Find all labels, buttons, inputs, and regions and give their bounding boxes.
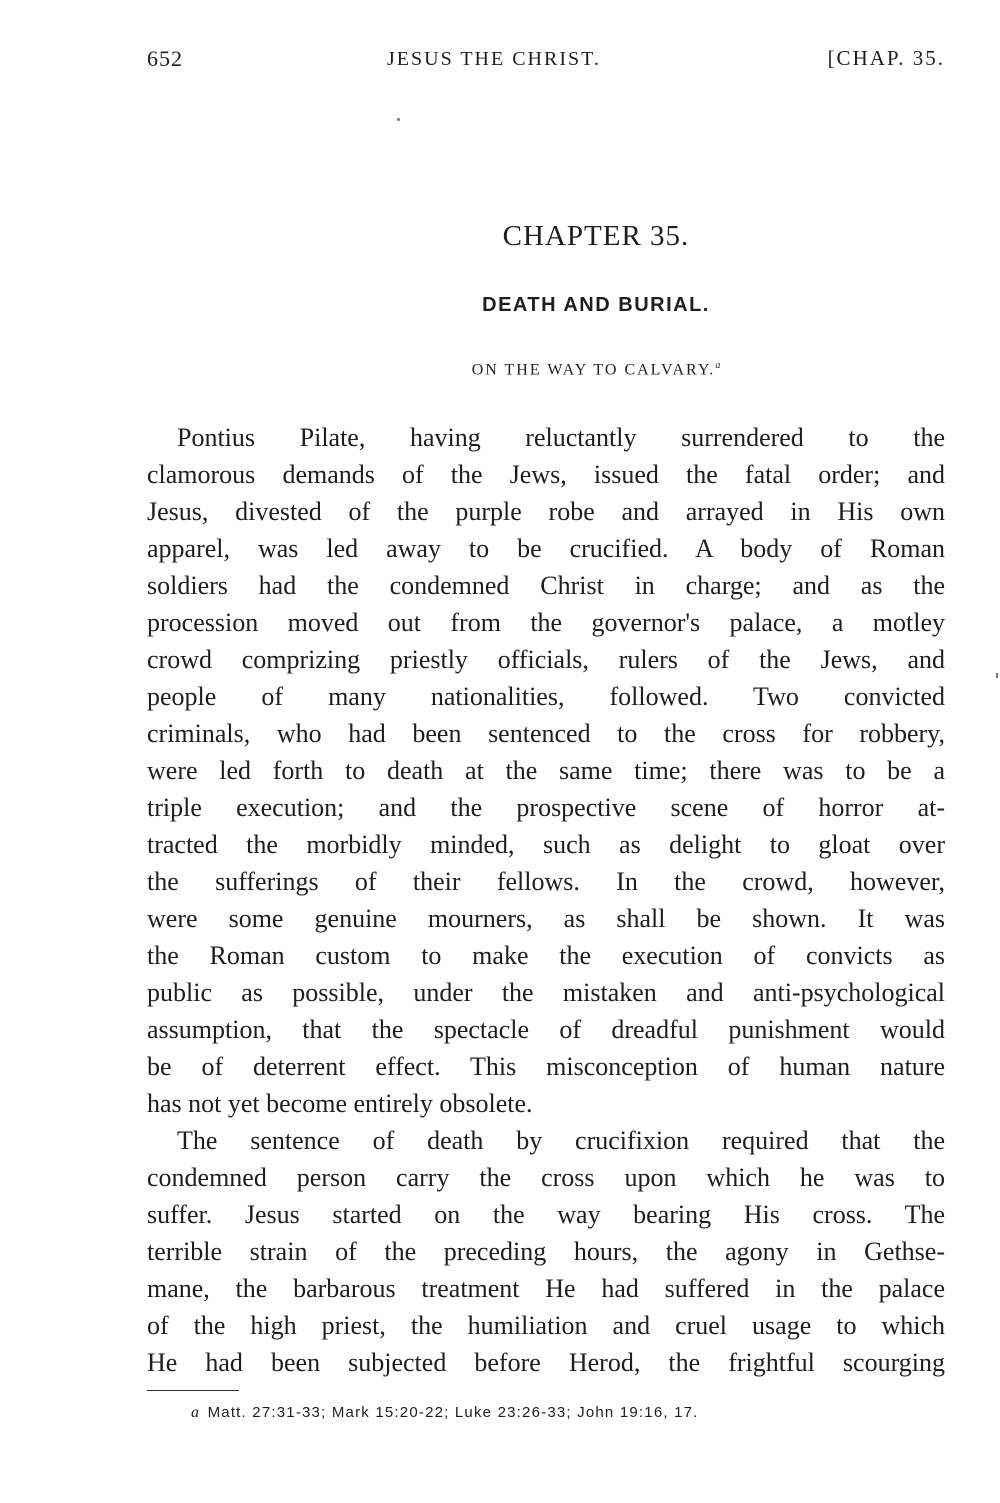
text-line: The sentence of death by crucifixion required that the: [177, 1126, 945, 1155]
chapter-title: CHAPTER 35.: [502, 220, 690, 252]
text-line: the sufferings of their fellows. In the crowd, however,: [147, 867, 945, 896]
text-line: clamorous demands of the Jews, issued the fatal order; and: [147, 460, 945, 489]
text-line: He had been subjected before Herod, the frightful scourging: [147, 1348, 945, 1377]
paragraph-1: [147, 419, 945, 1122]
text-line: crowd comprizing priestly officials, rulers of the Jews, and: [147, 645, 945, 674]
text-line: has not yet become entirely obsolete.: [147, 1089, 533, 1118]
text-line: triple execution; and the prospective scene of horror at-: [147, 793, 945, 822]
text-line: tracted the morbidly minded, such as delight to gloat over: [147, 830, 945, 859]
text-line: terrible strain of the preceding hours, the agony in Gethse-: [147, 1237, 945, 1266]
subsection-text: ON THE WAY TO CALVARY.: [471, 361, 716, 379]
page-number: 652: [147, 46, 183, 71]
footnote-marker: a: [715, 360, 721, 371]
print-speck: [996, 673, 998, 678]
paragraph-2: [147, 1122, 945, 1381]
footnote-mark: a: [191, 1404, 201, 1421]
print-speck: [397, 118, 400, 121]
text-line: condemned person carry the cross upon which he was to: [147, 1163, 945, 1192]
text-line: procession moved out from the governor's palace, a motley: [147, 608, 945, 637]
chapter-reference: [CHAP. 35.: [827, 46, 945, 70]
body-text: [147, 419, 945, 1381]
text-line: be of deterrent effect. This misconception of human nature: [147, 1052, 945, 1081]
footnote: [191, 1404, 699, 1422]
text-line: public as possible, under the mistaken and anti-psychological: [147, 978, 945, 1007]
text-line: apparel, was led away to be crucified. A body of Roman: [147, 534, 945, 563]
text-line: were led forth to death at the same time; there was to be a: [147, 756, 945, 785]
text-line: the Roman custom to make the execution of convicts as: [147, 941, 945, 970]
text-line: people of many nationalities, followed. Two convicted: [147, 682, 945, 711]
footnote-text: Matt. 27:31-33; Mark 15:20-22; Luke 23:26-33; John 19:16, 17.: [207, 1404, 699, 1421]
running-head: [147, 46, 945, 80]
text-line: were some genuine mourners, as shall be shown. It was: [147, 904, 945, 933]
section-title: DEATH AND BURIAL.: [482, 294, 710, 316]
text-line: mane, the barbarous treatment He had suffered in the palace: [147, 1274, 945, 1303]
subsection-title: [147, 360, 945, 379]
text-line: Jesus, divested of the purple robe and arrayed in His own: [147, 497, 945, 526]
book-title: JESUS THE CHRIST.: [387, 48, 601, 70]
text-line: criminals, who had been sentenced to the cross for robbery,: [147, 719, 945, 748]
text-line: of the high priest, the humiliation and cruel usage to which: [147, 1311, 945, 1340]
text-line: soldiers had the condemned Christ in charge; and as the: [147, 571, 945, 600]
footnote-rule: [147, 1390, 239, 1391]
text-line: Pontius Pilate, having reluctantly surrendered to the: [177, 423, 945, 452]
text-line: suffer. Jesus started on the way bearing His cross. The: [147, 1200, 945, 1229]
text-line: assumption, that the spectacle of dreadful punishment would: [147, 1015, 945, 1044]
